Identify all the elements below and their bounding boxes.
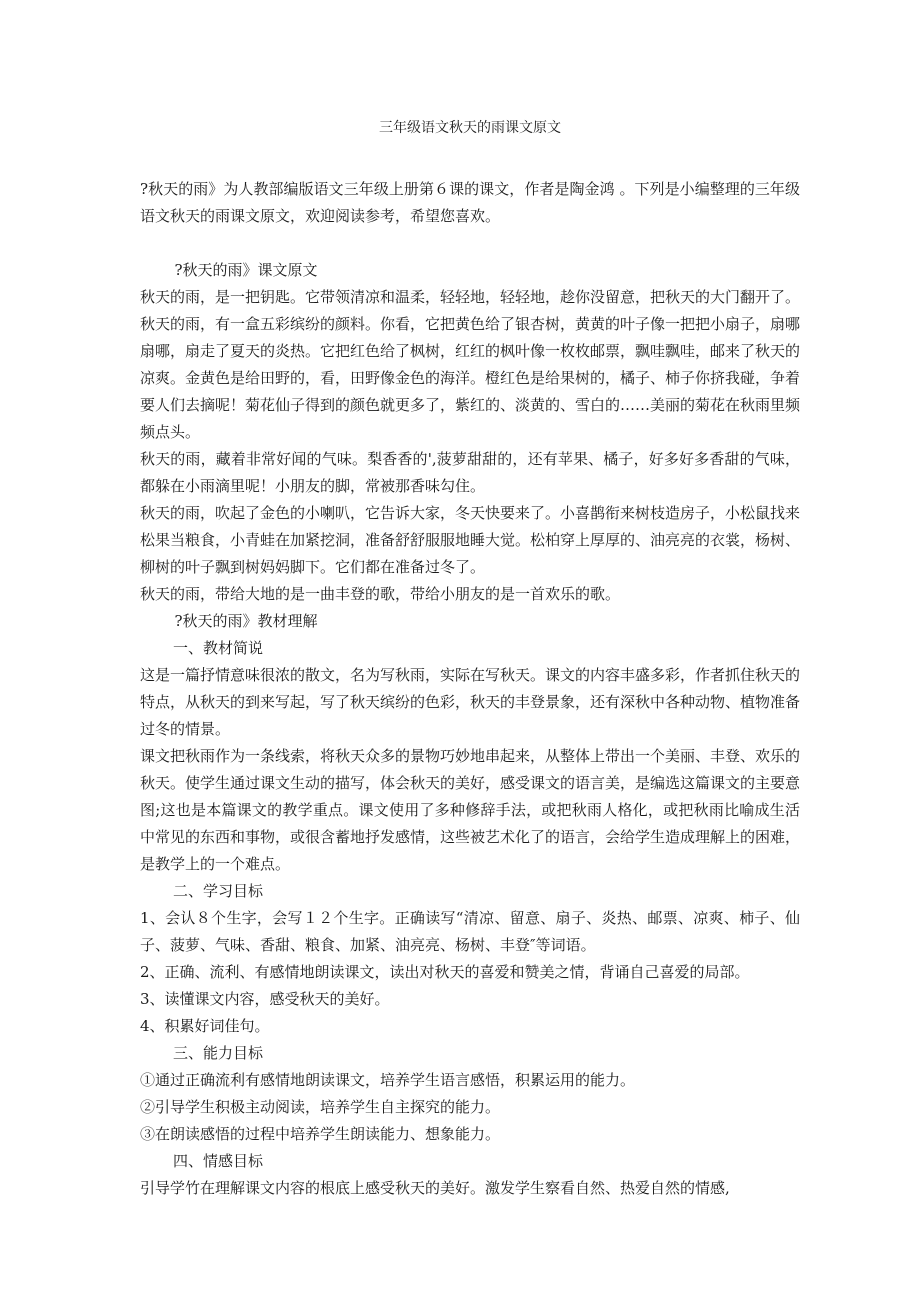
section-heading-understanding: ?秋天的雨》教材理解	[174, 612, 318, 630]
overview-paragraph: 课文把秋雨作为一条线索，将秋天众多的景物巧妙地串起来，从整体上带出一个美丽、丰登、欢乐的秋天。使学生通过课文生动的描写，体会秋天的美好，感受课文的语言美，是编选这篇课文的主要意图;这也是本篇课文的教学重点。课文使用了多种修辞手法，或把秋雨人格化，或把秋雨比喻成生活中常见的东西和事物，或很含蓄地抒发感情，这些被艺术化了的语言，会给学生造成理解上的困难，是教学上的一个难点。	[140, 747, 801, 873]
page-title: 三年级语文秋天的雨课文原文	[379, 120, 561, 136]
text-paragraph: 秋天的雨，带给大地的是一曲丰登的歌，带给小朋友的是一首欢乐的歌。	[140, 585, 621, 603]
text-paragraph: 秋天的雨，有一盒五彩缤纷的颜料。你看，它把黄色给了银杏树，黄黄的叶子像一把把小扇子，扇哪扇哪，扇走了夏天的炎热。它把红色给了枫树，红红的枫叶像一枚枚邮票，飘哇飘哇，邮来了秋天的凉爽。金黄色是给田野的，看，田野像金色的海洋。橙红色是给果树的，橘子、柿子你挤我碰，争着要人们去摘呢！菊花仙子得到的颜色就更多了，紫红的、淡黄的、雪白的……美丽的菊花在秋雨里频频点头。	[140, 315, 801, 441]
sub-heading-learning-goals: 二、学习目标	[173, 882, 264, 900]
emotion-goal-paragraph: 引导学竹在理解课文内容的根底上感受秋天的美好。激发学生察看自然、热爱自然的情感,	[140, 1179, 730, 1197]
sub-heading-emotion-goals: 四、情感目标	[173, 1152, 264, 1170]
sub-heading-overview: 一、教材简说	[173, 639, 264, 657]
text-paragraph: 秋天的雨，是一把钥匙。它带领清凉和温柔，轻轻地，轻轻地，趁你没留意，把秋天的大门翻开了。	[140, 288, 801, 306]
text-paragraph: 秋天的雨，吹起了金色的小喇叭，它告诉大家，冬天快要来了。小喜鹊衔来树枝造房子，小松鼠找来松果当粮食，小青蛙在加紧挖洞，准备舒舒服服地睡大觉。松柏穿上厚厚的、油亮亮的衣裳，杨树、柳树的叶子飘到树妈妈脚下。它们都在准备过冬了。	[140, 504, 801, 576]
text-paragraph: 秋天的雨，藏着非常好闻的气味。梨香香的',菠萝甜甜的，还有苹果、橘子，好多好多香甜的气味，都躲在小雨滴里呢！小朋友的脚，常被那香味勾住。	[140, 450, 800, 495]
document-body	[140, 176, 800, 1202]
sub-heading-ability-goals: 三、能力目标	[173, 1044, 264, 1062]
learning-goal-item: 3、读懂课文内容，感受秋天的美好。	[140, 990, 390, 1008]
ability-goal-item: ①通过正确流利有感情地朗读课文，培养学生语言感悟，积累运用的能力。	[140, 1071, 636, 1089]
learning-goal-item: 2、正确、流利、有感情地朗读课文，读出对秋天的喜爱和赞美之情，背诵自己喜爱的局部。	[140, 963, 750, 981]
ability-goal-item: ②引导学生积极主动阅读，培养学生自主探究的能力。	[140, 1098, 501, 1116]
overview-paragraph: 这是一篇抒情意味很浓的散文，名为写秋雨，实际在写秋天。课文的内容丰盛多彩，作者抓住秋天的特点，从秋天的到来写起，写了秋天缤纷的色彩，秋天的丰登景象，还有深秋中各种动物、植物准备过冬的情景。	[140, 666, 801, 738]
ability-goal-item: ③在朗读感悟的过程中培养学生朗读能力、想象能力。	[140, 1125, 501, 1143]
learning-goal-item: 1、会认８个生字，会写１２个生字。正确读写“清凉、留意、扇子、炎热、邮票、凉爽、柿子、仙子、菠萝、气味、香甜、粮食、加紧、油亮亮、杨树、丰登″等词语。	[140, 909, 800, 954]
section-heading-text: ?秋天的雨》课文原文	[174, 261, 318, 279]
intro-paragraph: ?秋天的雨》为人教部编版语文三年级上册第６课的课文，作者是陶金鸿 。下列是小编整理的三年级语文秋天的雨课文原文，欢迎阅读参考，希望您喜欢。	[140, 180, 800, 225]
learning-goal-item: 4、积累好词佳句。	[140, 1017, 270, 1035]
